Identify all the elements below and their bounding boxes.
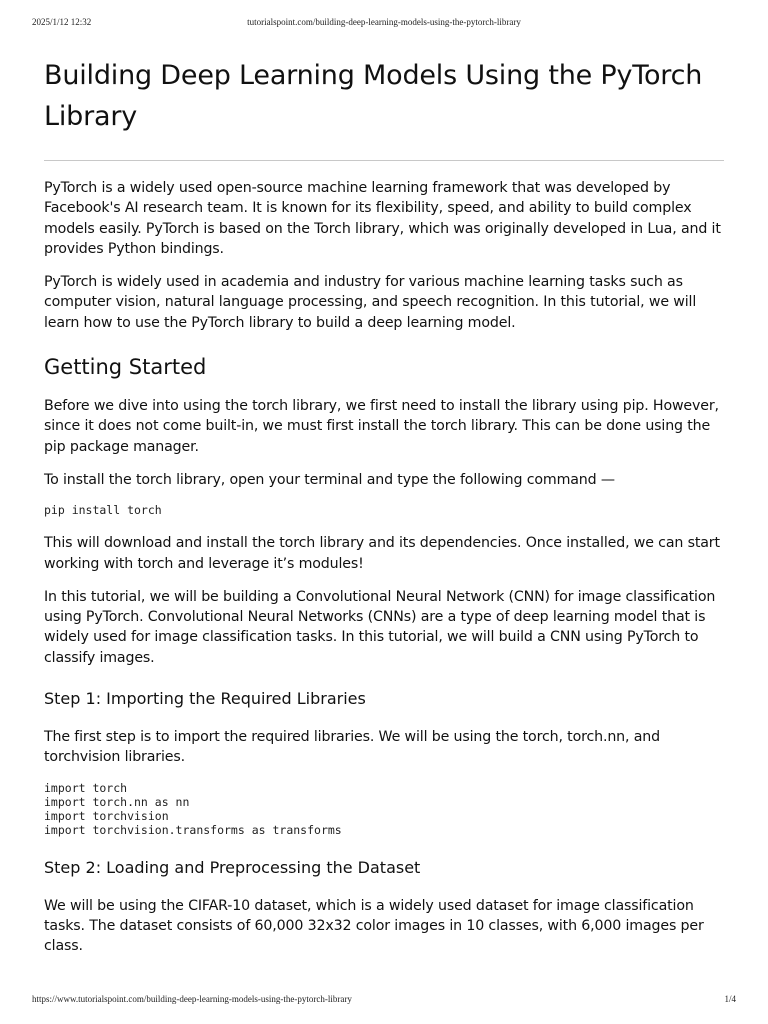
code-line: import torch.nn as nn — [44, 794, 190, 809]
getting-started-paragraph-2: To install the torch library, open your terminal and type the following command — — [44, 471, 615, 488]
step1-heading: Step 1: Importing the Required Libraries — [44, 689, 366, 709]
article-title: Building Deep Learning Models Using the PyTorch Library — [44, 55, 724, 161]
step2-paragraph: We will be using the CIFAR-10 dataset, which is a widely used dataset for image classification tasks. The dataset consists of 60,000 32x32 color images in 10 classes, with 6,000 images per class. — [44, 897, 704, 955]
getting-started-paragraph-1: Before we dive into using the torch library, we first need to install the library using pip. However, since it does not come built-in, we must first install the torch library. This can be done using the pip package manager. — [44, 398, 719, 455]
code-line: import torchvision.transforms as transforms — [44, 822, 342, 837]
article — [44, 55, 724, 970]
getting-started-paragraph-4: In this tutorial, we will be building a Convolutional Neural Network (CNN) for image classification using PyTorch. Convolutional Neural Networks (CNNs) are a type of deep learning model that is widely used for image classification tasks. In this tutorial, we will build a CNN using PyTorch to classify images. — [44, 588, 716, 666]
page-number: 1/4 — [724, 994, 736, 1004]
getting-started-paragraph-3: This will download and install the torch library and its dependencies. Once installed, we can start working with torch and leverage it’s modules! — [44, 535, 720, 572]
step1-code-block — [44, 781, 724, 837]
print-full-url: https://www.tutorialspoint.com/building-deep-learning-models-using-the-pytorch-library — [32, 994, 352, 1004]
code-line: import torch — [44, 780, 128, 795]
print-datetime: 2025/1/12 12:32 — [32, 17, 92, 27]
section-heading-getting-started: Getting Started — [44, 355, 207, 380]
print-header — [32, 17, 736, 29]
print-page-url: tutorialspoint.com/building-deep-learning-models-using-the-pytorch-library — [247, 17, 521, 27]
step2-heading: Step 2: Loading and Preprocessing the Dataset — [44, 857, 421, 877]
intro-paragraph-1: PyTorch is a widely used open-source machine learning framework that was developed by Facebook's AI research team. It is known for its flexibility, speed, and ability to build complex models easily. PyTorch is based on the Torch library, which was originally developed in Lua, and it provides Python bindings. — [44, 180, 721, 257]
intro-paragraph-2: PyTorch is widely used in academia and industry for various machine learning tasks such as computer vision, natural language processing, and speech recognition. In this tutorial, we will learn how to use the PyTorch library to build a deep learning model. — [44, 274, 697, 331]
code-line: import torchvision — [44, 808, 169, 823]
install-command-code — [44, 503, 724, 517]
code-line: pip install torch — [44, 503, 162, 518]
print-footer — [32, 994, 736, 1006]
step1-paragraph: The first step is to import the required libraries. We will be using the torch, torch.nn, and torchvision libraries. — [44, 729, 660, 766]
